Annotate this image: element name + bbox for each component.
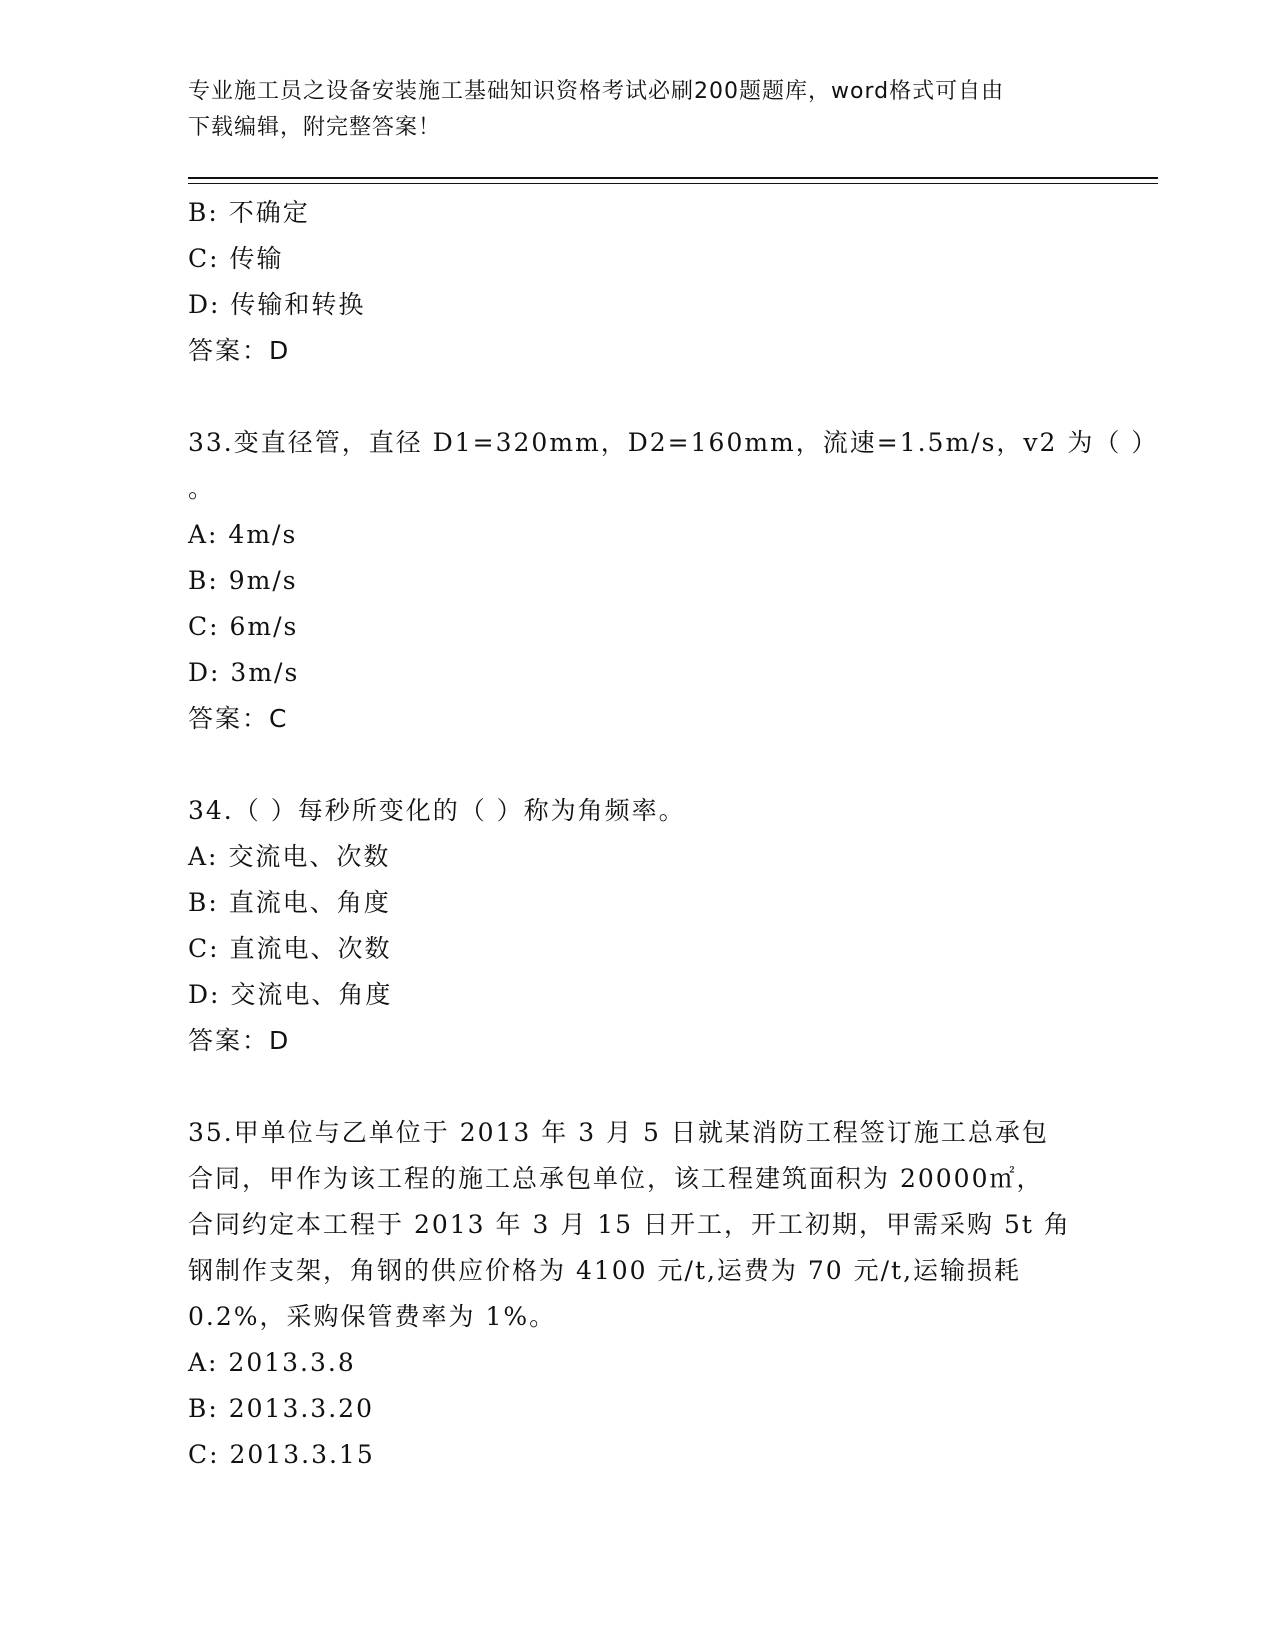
option-c: C: 直流电、次数: [188, 934, 392, 963]
option-c: C: 2013.3.15: [188, 1440, 375, 1469]
answer-line: 答案：C: [188, 704, 289, 733]
option-b: B: 2013.3.20: [188, 1394, 374, 1423]
answer-line: 答案：D: [188, 1026, 291, 1055]
spacer: [188, 1064, 1088, 1110]
option-d: D: 3m/s: [188, 658, 300, 687]
question-32: [188, 190, 1088, 374]
option-b: B: 不确定: [188, 198, 310, 227]
question-35: [188, 1110, 1088, 1478]
header-line-1: 专业施工员之设备安装施工基础知识资格考试必刷200题题库，word格式可自由: [188, 79, 1005, 104]
header-line-2: 下载编辑，附完整答案！: [188, 115, 442, 140]
question-33: [188, 420, 1159, 742]
question-stem-line: 。: [188, 474, 216, 503]
spacer: [188, 742, 1088, 788]
question-stem-line: 33.变直径管，直径 D1=320mm，D2=160mm，流速=1.5m/s，v2 为（ ）: [188, 428, 1159, 457]
question-stem-line: 0.2%，采购保管费率为 1%。: [188, 1302, 557, 1331]
option-d: D: 传输和转换: [188, 290, 366, 319]
option-a: A: 交流电、次数: [188, 842, 391, 871]
option-a: A: 4m/s: [188, 520, 298, 549]
question-stem-line: 合同，甲作为该工程的施工总承包单位，该工程建筑面积为 20000㎡，: [188, 1164, 1044, 1193]
option-b: B: 直流电、角度: [188, 888, 391, 917]
spacer: [188, 374, 1088, 420]
document-header: [188, 74, 1068, 146]
option-a: A: 2013.3.8: [188, 1348, 356, 1377]
option-c: C: 传输: [188, 244, 284, 273]
question-stem-line: 35.甲单位与乙单位于 2013 年 3 月 5 日就某消防工程签订施工总承包: [188, 1118, 1049, 1147]
option-d: D: 交流电、角度: [188, 980, 393, 1009]
option-c: C: 6m/s: [188, 612, 299, 641]
header-divider-thin: [188, 183, 1158, 184]
question-list: [188, 190, 1159, 1478]
question-stem-line: 钢制作支架，角钢的供应价格为 4100 元/t,运费为 70 元/t,运输损耗: [188, 1256, 1022, 1285]
header-divider-thick: [188, 177, 1158, 179]
question-34: [188, 788, 1088, 1064]
option-b: B: 9m/s: [188, 566, 298, 595]
question-stem-line: 34.（ ）每秒所变化的（ ）称为角频率。: [188, 796, 686, 825]
question-stem-line: 合同约定本工程于 2013 年 3 月 15 日开工，开工初期，甲需采购 5t 角: [188, 1210, 1071, 1239]
answer-line: 答案：D: [188, 336, 291, 365]
